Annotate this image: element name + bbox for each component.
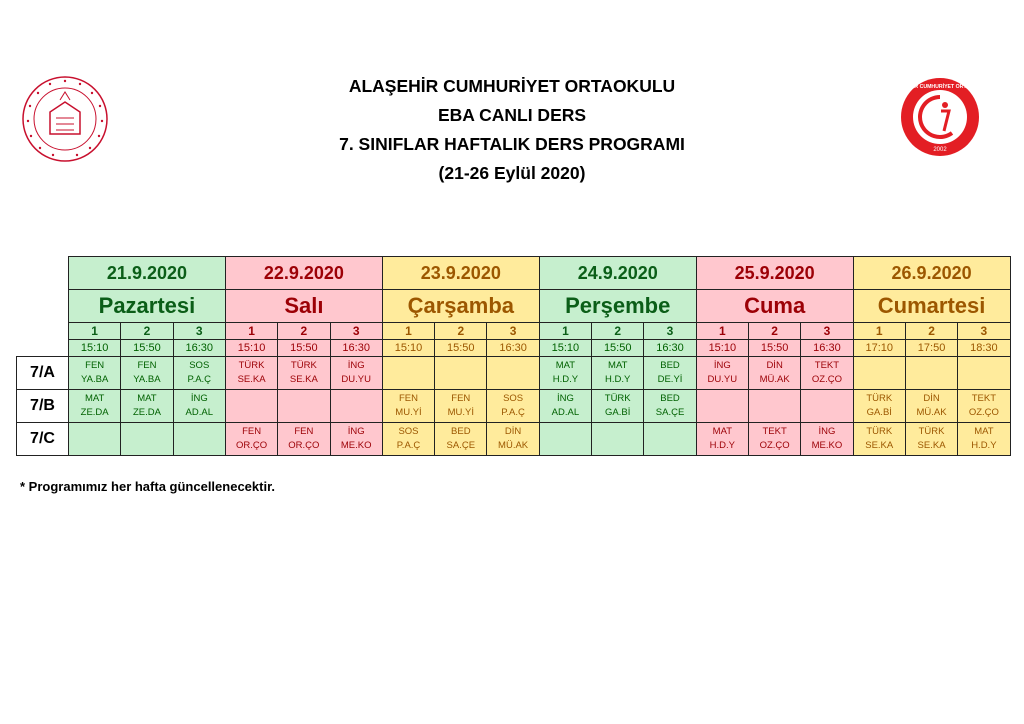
- lesson-subject: İNG: [556, 393, 574, 404]
- lesson-subject: TÜRK: [604, 393, 631, 404]
- lesson-subject: FEN: [85, 360, 105, 371]
- document-header: [0, 72, 1024, 188]
- lesson-cell: [173, 390, 225, 423]
- period-time: 15:10: [225, 340, 277, 357]
- lesson-cell: [801, 423, 853, 456]
- lesson-teacher: ME.KO: [340, 440, 372, 451]
- day-name: Çarşamba: [382, 290, 539, 323]
- lesson-subject: İNG: [818, 426, 836, 437]
- day-name: Salı: [225, 290, 382, 323]
- period-time: 15:50: [435, 340, 487, 357]
- lesson-teacher: YA.BA: [81, 374, 109, 385]
- lesson-cell: [487, 357, 539, 390]
- lesson-teacher: MÜ.AK: [916, 407, 947, 418]
- lesson-cell: [748, 423, 800, 456]
- lesson-subject: MAT: [137, 393, 157, 404]
- lesson-cell: [958, 390, 1010, 423]
- period-time: 15:10: [539, 340, 591, 357]
- lesson-cell: [696, 390, 748, 423]
- school-logo-name: ALAŞEHİR CUMHURİYET ORTAOKULU: [891, 84, 989, 90]
- lesson-teacher: SA.ÇE: [446, 440, 476, 451]
- lesson-cell: [278, 390, 330, 423]
- period-time: 15:50: [592, 340, 644, 357]
- lesson-subject: MAT: [974, 426, 994, 437]
- lesson-cell: [748, 390, 800, 423]
- lesson-subject: FEN: [137, 360, 157, 371]
- lesson-cell: [958, 423, 1010, 456]
- lesson-cell: [644, 357, 696, 390]
- lesson-teacher: DU.YU: [707, 374, 738, 385]
- lesson-cell: [278, 423, 330, 456]
- lesson-teacher: ME.KO: [811, 440, 843, 451]
- day-date: 21.9.2020: [69, 257, 226, 290]
- lesson-teacher: MU.Yİ: [447, 407, 474, 418]
- class-name: 7/B: [17, 390, 69, 423]
- day-name: Cumartesi: [853, 290, 1010, 323]
- lesson-cell: [69, 423, 121, 456]
- lesson-teacher: OZ.ÇO: [968, 407, 999, 418]
- lesson-cell: [592, 390, 644, 423]
- period-time: 17:50: [905, 340, 957, 357]
- lesson-subject: İNG: [713, 360, 731, 371]
- class-row: [17, 423, 1011, 456]
- lesson-teacher: GA.Bİ: [866, 407, 892, 418]
- footnote: * Programımız her hafta güncellenecektir.: [20, 479, 276, 494]
- lesson-subject: TEKT: [814, 360, 840, 371]
- lesson-cell: [853, 390, 905, 423]
- period-number: 1: [382, 323, 434, 340]
- lesson-teacher: OR.ÇO: [288, 440, 320, 451]
- lesson-subject: TÜRK: [238, 360, 265, 371]
- lesson-subject: FEN: [398, 393, 418, 404]
- period-time: 15:10: [69, 340, 121, 357]
- day-name: Pazartesi: [69, 290, 226, 323]
- lesson-teacher: H.D.Y: [605, 374, 631, 385]
- lesson-cell: [225, 390, 277, 423]
- lesson-cell: [330, 423, 382, 456]
- period-number: 3: [487, 323, 539, 340]
- lesson-teacher: DE.Yİ: [657, 374, 683, 385]
- class-row: [17, 390, 1011, 423]
- lesson-subject: SOS: [398, 426, 419, 437]
- lesson-subject: FEN: [294, 426, 314, 437]
- corner-blank: [17, 290, 69, 323]
- lesson-cell: [173, 423, 225, 456]
- lesson-cell: [905, 357, 957, 390]
- lesson-teacher: SA.ÇE: [655, 407, 685, 418]
- lesson-cell: [435, 357, 487, 390]
- lesson-subject: DİN: [923, 393, 940, 404]
- lesson-subject: BED: [660, 360, 680, 371]
- lesson-teacher: GA.Bİ: [605, 407, 631, 418]
- lesson-subject: MAT: [555, 360, 576, 371]
- lesson-cell: [801, 390, 853, 423]
- period-number: 1: [539, 323, 591, 340]
- program-title: 7. SINIFLAR HAFTALIK DERS PROGRAMI: [339, 134, 685, 154]
- lesson-subject: TÜRK: [866, 393, 893, 404]
- lesson-subject: FEN: [242, 426, 262, 437]
- period-number: 1: [853, 323, 905, 340]
- lesson-teacher: OZ.ÇO: [811, 374, 842, 385]
- period-time: 16:30: [173, 340, 225, 357]
- school-logo-year: 2002: [933, 147, 947, 153]
- day-date: 23.9.2020: [382, 257, 539, 290]
- lesson-cell: [121, 423, 173, 456]
- lesson-cell: [435, 390, 487, 423]
- period-time: 16:30: [644, 340, 696, 357]
- day-name: Perşembe: [539, 290, 696, 323]
- period-number: 3: [958, 323, 1010, 340]
- day-date: 26.9.2020: [853, 257, 1010, 290]
- lesson-cell: [853, 423, 905, 456]
- period-time: 15:50: [121, 340, 173, 357]
- lesson-cell: [382, 390, 434, 423]
- lesson-cell: [958, 357, 1010, 390]
- lesson-cell: [487, 390, 539, 423]
- lesson-subject: İNG: [347, 426, 365, 437]
- lesson-cell: [173, 357, 225, 390]
- lesson-subject: DİN: [766, 360, 783, 371]
- lesson-cell: [905, 423, 957, 456]
- lesson-cell: [539, 390, 591, 423]
- lesson-teacher: SE.KA: [237, 374, 266, 385]
- lesson-cell: [592, 423, 644, 456]
- period-time: 17:10: [853, 340, 905, 357]
- lesson-subject: TÜRK: [866, 426, 893, 437]
- lesson-cell: [330, 390, 382, 423]
- lesson-cell: [801, 357, 853, 390]
- lesson-teacher: AD.AL: [185, 407, 213, 418]
- lesson-cell: [644, 390, 696, 423]
- day-date: 22.9.2020: [225, 257, 382, 290]
- lesson-subject: İNG: [347, 360, 365, 371]
- period-number: 2: [121, 323, 173, 340]
- lesson-teacher: DU.YU: [341, 374, 371, 385]
- lesson-subject: TÜRK: [918, 426, 945, 437]
- class-name: 7/A: [17, 357, 69, 390]
- lesson-teacher: SE.KA: [917, 440, 946, 451]
- lesson-cell: [853, 357, 905, 390]
- day-date: 24.9.2020: [539, 257, 696, 290]
- lesson-cell: [121, 357, 173, 390]
- period-time: 16:30: [330, 340, 382, 357]
- lesson-cell: [382, 423, 434, 456]
- lesson-subject: MAT: [84, 393, 105, 404]
- lesson-teacher: MÜ.AK: [759, 374, 790, 385]
- lesson-cell: [382, 357, 434, 390]
- lesson-teacher: H.D.Y: [552, 374, 579, 385]
- period-number: 3: [330, 323, 382, 340]
- period-time: 15:10: [696, 340, 748, 357]
- lesson-subject: BED: [660, 393, 680, 404]
- lesson-cell: [69, 390, 121, 423]
- lesson-subject: İNG: [190, 393, 208, 404]
- lesson-teacher: H.D.Y: [971, 440, 997, 451]
- lesson-teacher: H.D.Y: [709, 440, 735, 451]
- lesson-cell: [905, 390, 957, 423]
- period-time: 15:10: [382, 340, 434, 357]
- lesson-cell: [539, 357, 591, 390]
- subtitle: EBA CANLI DERS: [437, 105, 587, 125]
- period-number: 2: [435, 323, 487, 340]
- period-time: 16:30: [801, 340, 853, 357]
- lesson-cell: [435, 423, 487, 456]
- period-number: 2: [748, 323, 800, 340]
- lesson-teacher: YA.BA: [133, 374, 161, 385]
- lesson-subject: SOS: [189, 360, 210, 371]
- period-number: 1: [69, 323, 121, 340]
- period-time: 15:50: [748, 340, 800, 357]
- lesson-subject: MAT: [608, 360, 628, 371]
- period-number: 3: [173, 323, 225, 340]
- period-number: 3: [801, 323, 853, 340]
- period-time: 18:30: [958, 340, 1010, 357]
- lesson-cell: [696, 423, 748, 456]
- lesson-subject: DİN: [504, 426, 522, 437]
- lesson-teacher: MÜ.AK: [498, 440, 529, 451]
- lesson-cell: [69, 357, 121, 390]
- lesson-teacher: P.A.Ç: [187, 374, 212, 385]
- lesson-cell: [225, 357, 277, 390]
- corner-blank: [17, 323, 69, 340]
- lesson-cell: [330, 357, 382, 390]
- lesson-teacher: P.A.Ç: [501, 407, 525, 418]
- period-time: 15:50: [278, 340, 330, 357]
- lesson-teacher: OZ.ÇO: [759, 440, 790, 451]
- lesson-cell: [539, 423, 591, 456]
- day-date: 25.9.2020: [696, 257, 853, 290]
- lesson-cell: [487, 423, 539, 456]
- period-number: 1: [225, 323, 277, 340]
- lesson-teacher: P.A.Ç: [396, 440, 421, 451]
- lesson-subject: TÜRK: [290, 360, 317, 371]
- period-time: 16:30: [487, 340, 539, 357]
- lesson-cell: [748, 357, 800, 390]
- lesson-teacher: AD.AL: [551, 407, 580, 418]
- lesson-cell: [696, 357, 748, 390]
- date-range: (21-26 Eylül 2020): [438, 163, 586, 183]
- lesson-teacher: SE.KA: [865, 440, 894, 451]
- corner-blank: [17, 257, 69, 290]
- lesson-teacher: ZE.DA: [132, 407, 161, 418]
- period-number: 2: [592, 323, 644, 340]
- lesson-subject: SOS: [503, 393, 524, 404]
- lesson-cell: [592, 357, 644, 390]
- day-name: Cuma: [696, 290, 853, 323]
- lesson-teacher: OR.ÇO: [236, 440, 268, 451]
- lesson-cell: [278, 357, 330, 390]
- period-number: 2: [278, 323, 330, 340]
- lesson-teacher: ZE.DA: [80, 407, 109, 418]
- lesson-subject: TEKT: [971, 393, 996, 404]
- period-number: 2: [905, 323, 957, 340]
- lesson-subject: BED: [451, 426, 471, 437]
- class-name: 7/C: [17, 423, 69, 456]
- corner-blank: [17, 340, 69, 357]
- schedule-table: [16, 256, 1011, 456]
- period-number: 3: [644, 323, 696, 340]
- lesson-cell: [225, 423, 277, 456]
- lesson-subject: MAT: [712, 426, 733, 437]
- lesson-subject: FEN: [451, 393, 471, 404]
- lesson-cell: [121, 390, 173, 423]
- lesson-teacher: SE.KA: [289, 374, 318, 385]
- lesson-teacher: MU.Yİ: [395, 407, 422, 418]
- school-name: ALAŞEHİR CUMHURİYET ORTAOKULU: [348, 76, 676, 96]
- class-row: [17, 357, 1011, 390]
- lesson-cell: [644, 423, 696, 456]
- lesson-subject: TEKT: [762, 426, 787, 437]
- period-number: 1: [696, 323, 748, 340]
